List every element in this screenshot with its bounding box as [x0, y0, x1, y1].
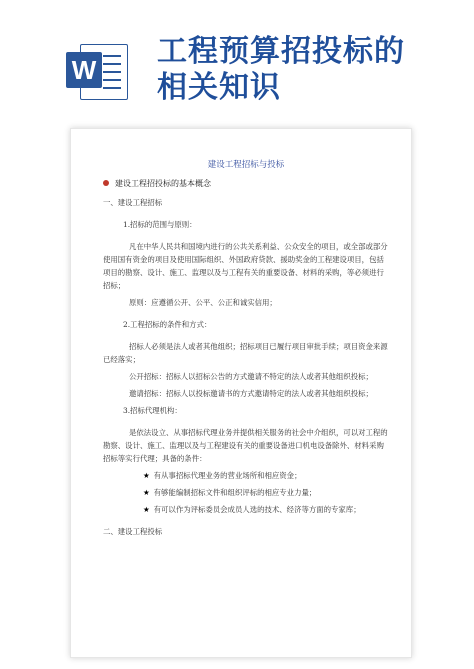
star-icon: ★ [143, 505, 150, 514]
item-3-title: 3.招标代理机构： [123, 406, 182, 415]
list-item [103, 503, 389, 516]
section-heading [103, 177, 389, 190]
subheading-2: 二、建设工程投标 [103, 527, 163, 536]
list-item-text: 有从事招标代理业务的营业场所和相应资金； [153, 471, 302, 480]
item-1-paragraph-2: 原则：应遵循公开、公平、公正和诚实信用； [129, 298, 277, 307]
main-title-line2: 相关知识 [157, 70, 281, 105]
section-heading-text: 建设工程招投标的基本概念 [115, 179, 211, 188]
item-2-paragraph-1: 招标人必须是法人或者其他组织；招标项目已履行项目审批手续；项目资金来源已经落实； [103, 342, 388, 364]
word-document-icon [66, 40, 128, 102]
main-title [157, 34, 457, 106]
item-3-paragraph-1: 是依法设立、从事招标代理业务并提供相关服务的社会中介组织，可以对工程的勘察、设计、施工、监理以及与工程建设有关的重要设备进口机电设备除外、材料采购招标等实行代理；具备的条件： [103, 428, 388, 463]
list-item-text: 有够能编制招标文件和组织评标的相应专业力量； [153, 488, 317, 497]
red-bullet-icon [103, 180, 109, 186]
word-letter-badge: W [66, 52, 102, 88]
list-item-text: 有可以作为评标委员会成员人选的技术、经济等方面的专家库； [153, 505, 361, 514]
star-icon: ★ [143, 471, 150, 480]
item-1-paragraph-1: 凡在中华人民共和国境内进行的公共关系利益、公众安全的项目，或全部或部分使用国有资金的项目及使用国际组织、外国政府贷款、援助奖金的工程建设项目，包括项目的勘察、设计、施工、监理以及与工程有关的重要设备、材料的采购，等必须进行招标； [103, 242, 388, 290]
item-2-title: 2.工程招标的条件和方式： [123, 320, 212, 329]
document-heading: 建设工程招标与投标 [207, 160, 285, 170]
document-body [103, 159, 389, 542]
document-page [70, 128, 412, 658]
item-2-paragraph-3: 邀请招标：招标人以投标邀请书的方式邀请特定的法人或者其他组织投标； [129, 389, 373, 398]
star-icon: ★ [143, 488, 150, 497]
main-title-line1: 工程预算招投标的 [157, 34, 405, 69]
list-item [103, 469, 389, 482]
list-item [103, 486, 389, 499]
subheading-1: 一、建设工程招标 [103, 198, 163, 207]
item-1-title: 1.招标的范围与原则： [123, 220, 197, 229]
banner [0, 0, 474, 120]
item-2-paragraph-2: 公开招标：招标人以招标公告的方式邀请不特定的法人或者其他组织投标； [129, 372, 373, 381]
